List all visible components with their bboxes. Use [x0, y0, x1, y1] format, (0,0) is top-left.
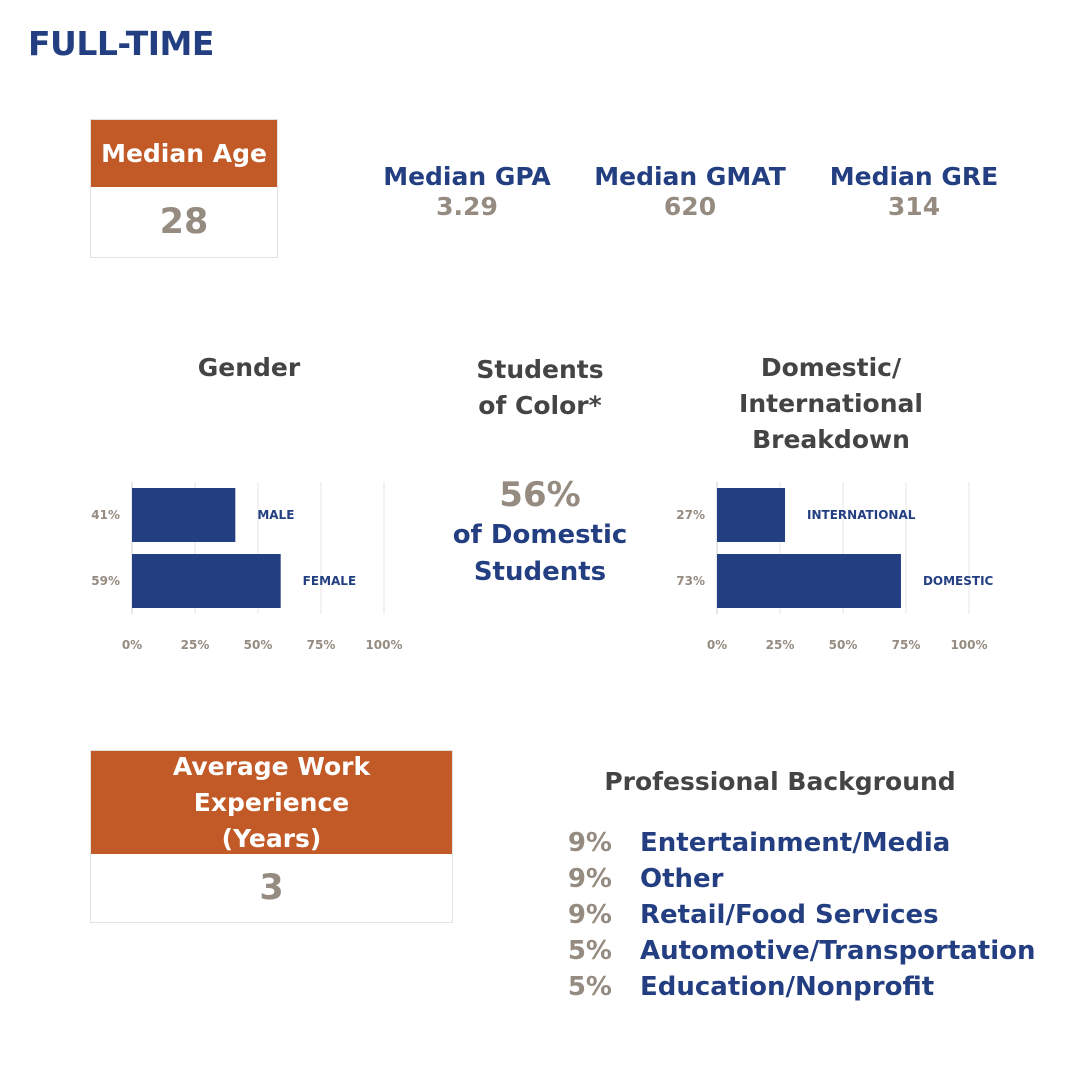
- domestic-intl-category-label: INTERNATIONAL: [807, 508, 916, 522]
- gender-tick-label: 0%: [121, 638, 143, 652]
- gender-category-label: FEMALE: [302, 574, 357, 588]
- domestic-intl-value-label: 27%: [676, 508, 705, 522]
- list-item-label: Education/Nonprofit: [640, 972, 935, 1002]
- page-title: FULL-TIME: [28, 24, 214, 63]
- gender-bar-male: [132, 488, 235, 542]
- list-item: [550, 897, 1036, 933]
- metric-gpa-value: 3.29: [436, 192, 498, 221]
- gender-tick-label: 50%: [243, 638, 273, 652]
- median-age-label: Median Age: [91, 120, 277, 187]
- metric-gre-label: Median GRE: [829, 162, 999, 191]
- metric-gpa-label: Median GPA: [383, 162, 551, 191]
- list-item: [550, 825, 1036, 861]
- gender-title: Gender: [197, 353, 301, 382]
- list-item-pct: 9%: [567, 900, 612, 930]
- median-age-card: [90, 119, 278, 258]
- gender-category-label: MALE: [257, 508, 295, 522]
- list-item-pct: 5%: [567, 972, 612, 1002]
- gender-value-label: 59%: [91, 574, 120, 588]
- list-item-label: Automotive/Transportation: [640, 936, 1036, 966]
- list-item: [550, 861, 1036, 897]
- work-experience-value: 3: [259, 868, 284, 908]
- list-item-pct: 5%: [567, 936, 612, 966]
- gender-bar-female: [132, 554, 281, 608]
- domestic-intl-chart: [665, 470, 1005, 665]
- list-item-pct: 9%: [567, 828, 612, 858]
- professional-background-title: Professional Background: [604, 767, 956, 796]
- students-of-color-title-line1: Students: [476, 355, 604, 384]
- students-of-color-title-line2: of Color*: [478, 391, 602, 420]
- students-of-color-text: [420, 517, 660, 591]
- domestic-intl-title-line2: International: [739, 389, 923, 418]
- list-item-label: Other: [640, 864, 724, 894]
- metric-gmat-value: 620: [663, 192, 717, 221]
- domestic-intl-tick-label: 50%: [828, 638, 858, 652]
- gender-tick-label: 100%: [365, 638, 403, 652]
- domestic-intl-tick-label: 25%: [765, 638, 795, 652]
- work-experience-label: [91, 751, 452, 854]
- domestic-intl-bar-international: [717, 488, 785, 542]
- metric-gre: [814, 162, 1014, 222]
- list-item-label: Retail/Food Services: [640, 900, 939, 930]
- gender-tick-label: 75%: [306, 638, 336, 652]
- domestic-intl-title-line1: Domestic/: [760, 353, 902, 382]
- list-item-pct: 9%: [567, 864, 612, 894]
- students-of-color-value: 56%: [499, 475, 581, 515]
- list-item: [550, 969, 1036, 1005]
- gender-chart: [80, 470, 420, 665]
- median-age-value: 28: [159, 202, 209, 242]
- students-of-color-text-line1: of Domestic: [452, 520, 628, 550]
- work-experience-card: [90, 750, 453, 923]
- metric-gre-value: 314: [887, 192, 941, 221]
- list-item-label: Entertainment/Media: [640, 828, 951, 858]
- domestic-intl-bar-domestic: [717, 554, 901, 608]
- domestic-intl-tick-label: 75%: [891, 638, 921, 652]
- professional-background-list: [550, 825, 1036, 1005]
- list-item: [550, 933, 1036, 969]
- metric-gmat: [590, 162, 790, 222]
- gender-tick-label: 25%: [180, 638, 210, 652]
- domestic-intl-tick-label: 100%: [950, 638, 988, 652]
- domestic-intl-title: [711, 350, 951, 458]
- metric-gmat-label: Median GMAT: [594, 162, 786, 191]
- students-of-color-title: [440, 352, 640, 424]
- domestic-intl-category-label: DOMESTIC: [922, 574, 994, 588]
- work-experience-label-line1: Average Work Experience: [172, 751, 371, 817]
- domestic-intl-title-line3: Breakdown: [752, 425, 910, 454]
- students-of-color-text-line2: Students: [473, 557, 607, 587]
- metric-gpa: [367, 162, 567, 222]
- domestic-intl-tick-label: 0%: [706, 638, 728, 652]
- work-experience-label-line2: (Years): [221, 823, 322, 853]
- gender-value-label: 41%: [91, 508, 120, 522]
- domestic-intl-value-label: 73%: [676, 574, 705, 588]
